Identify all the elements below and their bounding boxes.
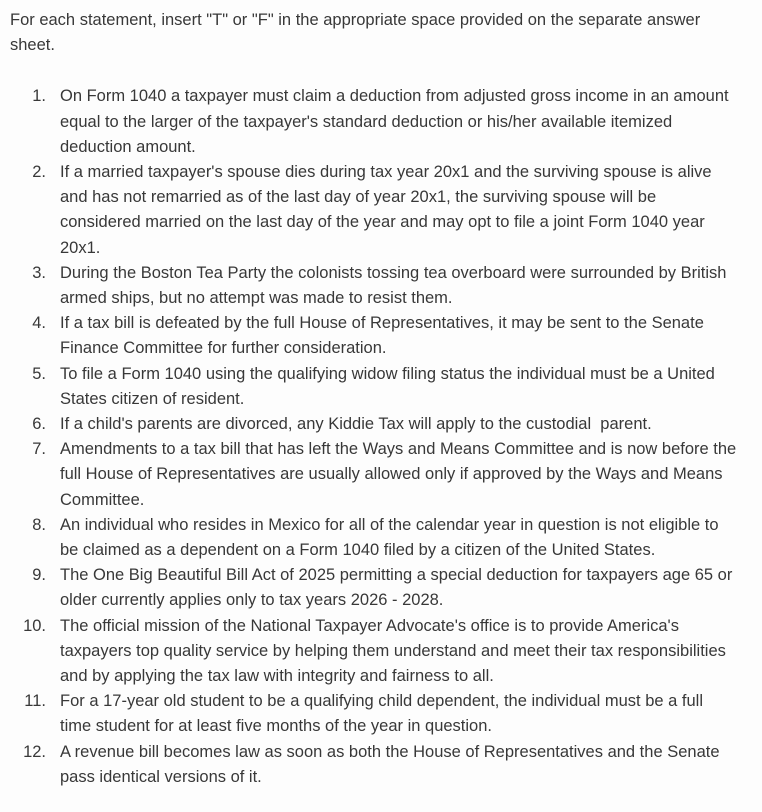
item-number: 10. <box>23 616 46 635</box>
item-text: To file a Form 1040 using the qualifying widow filing status the individual must be a United States citizen of resident. <box>60 364 720 408</box>
list-item <box>10 362 742 412</box>
list-item <box>10 563 742 613</box>
list-item <box>10 437 742 513</box>
list-item <box>10 740 742 790</box>
list-item <box>10 689 742 739</box>
list-item <box>10 160 742 261</box>
item-text: Amendments to a tax bill that has left the Ways and Means Committee and is now before the full House of Representatives are usually allowed only if approved by the Ways and Means Committee. <box>60 440 741 509</box>
list-item <box>10 311 742 361</box>
item-text: For a 17-year old student to be a qualifying child dependent, the individual must be a full time student for at least five months of the year in question. <box>60 692 708 736</box>
item-number: 7. <box>32 440 46 459</box>
list-item <box>10 513 742 563</box>
item-text: During the Boston Tea Party the colonists tossing tea overboard were surrounded by British armed ships, but no attempt was made to resist them. <box>60 263 732 308</box>
list-item <box>10 614 742 690</box>
item-number: 1. <box>32 87 46 106</box>
list-item <box>10 84 742 160</box>
item-number: 11. <box>24 692 46 711</box>
item-number: 5. <box>32 364 46 383</box>
item-number: 12. <box>23 742 46 761</box>
true-false-statement-list <box>10 84 742 790</box>
item-number: 9. <box>32 566 46 585</box>
item-number: 8. <box>32 515 46 534</box>
item-number: 3. <box>32 263 46 282</box>
item-text: On Form 1040 a taxpayer must claim a deduction from adjusted gross income in an amount equal to the larger of the taxpayer's standard deduction or his/her available itemized deduction amount. <box>60 87 734 156</box>
item-number: 6. <box>32 415 46 434</box>
item-number: 4. <box>32 314 46 333</box>
item-number: 2. <box>32 163 46 182</box>
item-text: If a married taxpayer's spouse dies during tax year 20x1 and the surviving spouse is alive and has not remarried as of the last day of year 20x1, the surviving spouse will be considered married on the last day of the year and may opt to file a joint Form 1040 year 20x1. <box>60 163 717 257</box>
item-text: A revenue bill becomes law as soon as both the House of Representatives and the Senate pass identical versions of it. <box>60 742 725 786</box>
instructions-paragraph: For each statement, insert "T" or "F" in the appropriate space provided on the separate answer sheet. <box>10 11 705 55</box>
item-text: An individual who resides in Mexico for all of the calendar year in question is not eligible to be claimed as a dependent on a Form 1040 filed by a citizen of the United States. <box>60 515 724 560</box>
list-item <box>10 412 742 437</box>
item-text: The official mission of the National Taxpayer Advocate's office is to provide America's taxpayers top quality service by helping them understand and meet their tax responsibilities and by applying the tax law with integrity and fairness to all. <box>60 616 731 686</box>
item-text: If a child's parents are divorced, any Kiddie Tax will apply to the custodial parent. <box>60 415 652 434</box>
list-item <box>10 261 742 311</box>
item-text: The One Big Beautiful Bill Act of 2025 permitting a special deduction for taxpayers age 65 or older currently applies only to tax years 2026 - 2028. <box>60 566 737 610</box>
item-text: If a tax bill is defeated by the full House of Representatives, it may be sent to the Senate Finance Committee for further consideration. <box>60 314 709 358</box>
